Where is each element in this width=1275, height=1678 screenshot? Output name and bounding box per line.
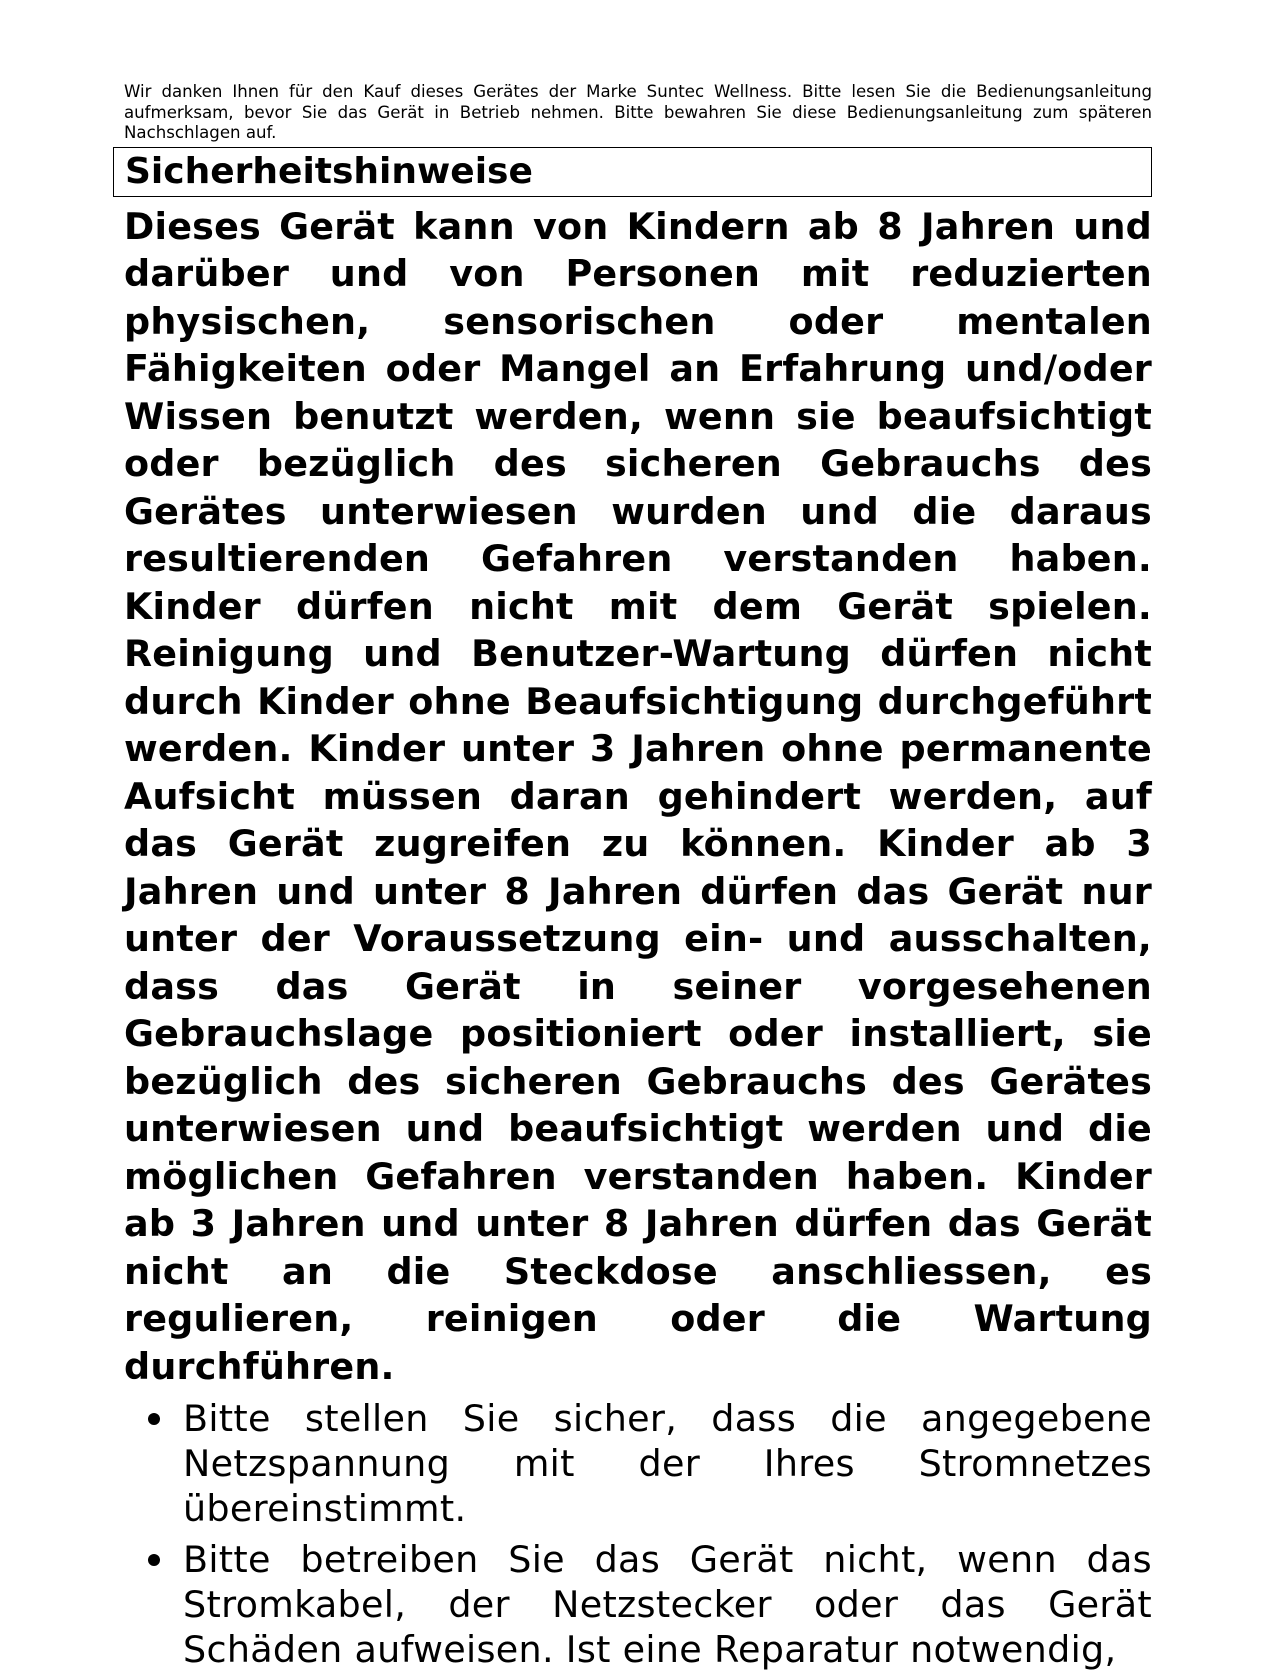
list-item xyxy=(124,1396,1152,1531)
safety-warning-paragraph: Dieses Gerät kann von Kindern ab 8 Jahren und darüber und von Personen mit reduzierten physischen, sensorischen oder mentalen Fähigkeiten oder Mangel an Erfahrung und/oder Wissen benutzt werden, wenn sie beaufsichtigt oder bezüglich des sicheren Gebrauchs des Gerätes unterwiesen wurden und die daraus resultierenden Gefahren verstanden haben. Kinder dürfen nicht mit dem Gerät spielen. Reinigung und Benutzer-Wartung dürfen nicht durch Kinder ohne Beaufsichtigung durchgeführt werden. Kinder unter 3 Jahren ohne permanente Aufsicht müssen daran gehindert werden, auf das Gerät zugreifen zu können. Kinder ab 3 Jahren und unter 8 Jahren dürfen das Gerät nur unter der Voraussetzung ein- und ausschalten, dass das Gerät in seiner vorgesehenen Gebrauchslage positioniert oder installiert, sie bezüglich des sicheren Gebrauchs des Gerätes unterwiesen und beaufsichtigt werden und die möglichen Gefahren verstanden haben. Kinder ab 3 Jahren und unter 8 Jahren dürfen das Gerät nicht an die Steckdose anschliessen, es regulieren, reinigen oder die Wartung durchführen. xyxy=(124,204,1152,1388)
bullet-icon xyxy=(148,1554,160,1566)
intro-paragraph: Wir danken Ihnen für den Kauf dieses Gerätes der Marke Suntec Wellness. Bitte lesen Sie die Bedienungsanleitung aufmerksam, bevor Sie das Gerät in Betrieb nehmen. Bitte bewahren Sie diese Bedienungsanleitung zum späteren Nachschlagen auf. xyxy=(124,82,1152,142)
list-item-text: Bitte stellen Sie sicher, dass die angegebene Netzspannung mit der Ihres Stromnetzes übereinstimmt. xyxy=(183,1397,1152,1530)
safety-bullet-list xyxy=(124,1396,1152,1672)
bullet-icon xyxy=(148,1413,160,1425)
list-item-text: Bitte betreiben Sie das Gerät nicht, wenn das Stromkabel, der Netzstecker oder das Gerät Schäden aufweisen. Ist eine Reparatur notwendig, xyxy=(183,1538,1152,1671)
list-item xyxy=(124,1537,1152,1672)
section-heading-box xyxy=(113,147,1152,197)
document-page xyxy=(124,82,1152,1678)
section-title: Sicherheitshinweise xyxy=(125,150,533,192)
